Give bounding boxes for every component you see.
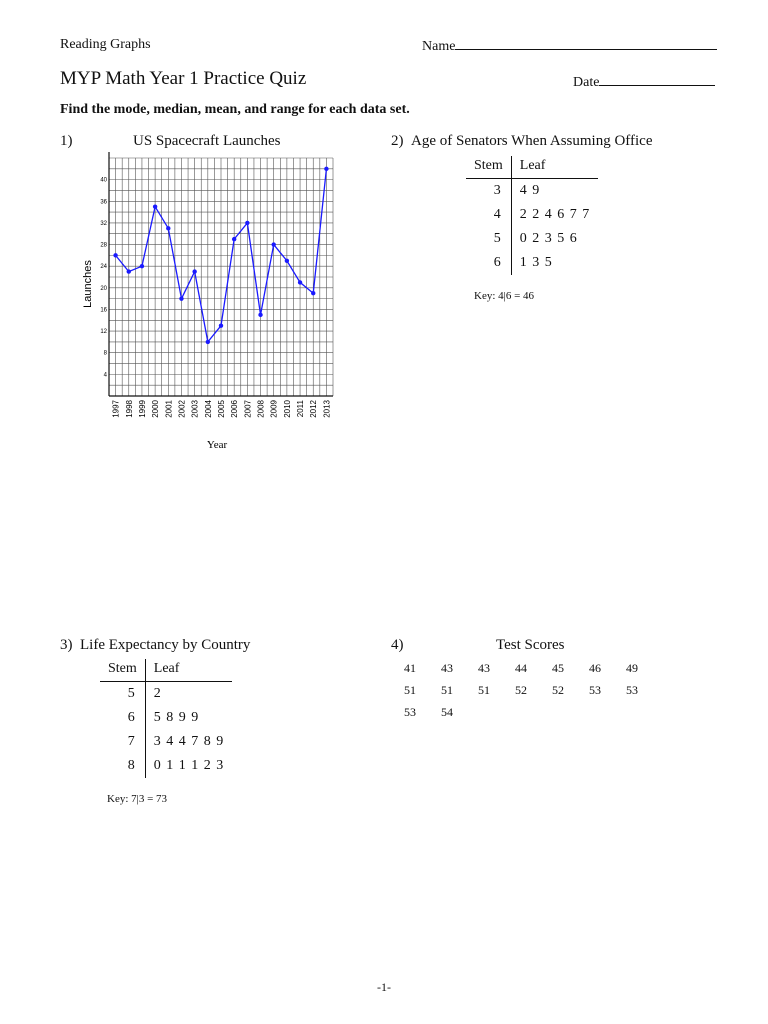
q2-key: Key: 4|6 = 46 [474, 290, 535, 302]
test-score: 43 [441, 661, 453, 675]
name-blank-line [455, 37, 717, 50]
launches-chart [75, 150, 345, 460]
x-tick-label: 2004 [203, 400, 213, 418]
test-score: 41 [404, 661, 416, 675]
q2-leaf: 1 3 5 [519, 255, 553, 270]
date-field[interactable] [573, 73, 715, 91]
q3-leaf: 2 [153, 686, 162, 701]
test-score: 51 [441, 683, 453, 697]
page-number: -1- [377, 980, 391, 994]
name-label: Name [422, 39, 456, 54]
data-point [179, 296, 183, 300]
table-row [100, 754, 232, 778]
data-point [245, 221, 249, 225]
test-score: 52 [552, 683, 564, 697]
q1-number: 1) [60, 133, 73, 149]
page-title: MYP Math Year 1 Practice Quiz [60, 68, 307, 89]
test-score: 53 [626, 683, 638, 697]
chart-y-axis-label: Launches [82, 260, 94, 308]
q2-title: Age of Senators When Assuming Office [411, 133, 653, 149]
q2-leaf: 0 2 3 5 6 [519, 231, 578, 246]
q3-stem-leaf-plot [100, 659, 232, 778]
y-tick-label: 20 [100, 285, 107, 292]
data-point [206, 340, 210, 344]
y-tick-label: 16 [100, 307, 107, 314]
q4-number: 4) [391, 637, 404, 653]
x-tick-label: 2003 [190, 400, 200, 418]
y-tick-label: 4 [103, 372, 107, 379]
y-tick-label: 8 [103, 350, 107, 357]
table-row [100, 682, 232, 707]
table-row [466, 203, 598, 227]
y-tick-label: 32 [100, 220, 107, 227]
chart-x-ticks [112, 399, 332, 417]
chart-y-ticks [100, 178, 107, 379]
data-point [298, 280, 302, 284]
q2-leaf-header: Leaf [511, 156, 598, 179]
y-tick-label: 12 [100, 329, 107, 336]
test-score: 52 [515, 683, 527, 697]
q3-stem: 7 [100, 730, 145, 754]
x-tick-label: 2013 [322, 400, 332, 418]
x-tick-label: 2006 [230, 400, 240, 418]
q3-title: Life Expectancy by Country [80, 637, 251, 653]
test-scores-list [403, 661, 673, 731]
q3-leaf: 5 8 9 9 [153, 710, 200, 725]
q2-stem: 3 [466, 179, 511, 204]
test-score: 44 [515, 661, 527, 675]
data-point [324, 167, 328, 171]
data-point [113, 253, 117, 257]
test-score: 53 [404, 705, 416, 719]
data-point [219, 323, 223, 327]
q4-title: Test Scores [496, 637, 565, 653]
x-tick-label: 1999 [137, 400, 147, 418]
data-point [232, 237, 236, 241]
y-tick-label: 28 [100, 242, 107, 249]
table-row [466, 179, 598, 204]
q2-leaf: 2 2 4 6 7 7 [519, 207, 591, 222]
test-score: 45 [552, 661, 564, 675]
q1-title: US Spacecraft Launches [133, 133, 281, 149]
x-tick-label: 2012 [309, 400, 319, 418]
instructions: Find the mode, median, mean, and range for each data set. [60, 102, 410, 117]
data-point [166, 226, 170, 230]
date-label: Date [573, 75, 600, 90]
data-point [140, 264, 144, 268]
q3-number: 3) [60, 637, 73, 653]
q3-stem: 8 [100, 754, 145, 778]
data-point [192, 269, 196, 273]
test-score: 49 [626, 661, 638, 675]
data-point [311, 291, 315, 295]
q2-stem: 4 [466, 203, 511, 227]
q2-leaf: 4 9 [519, 183, 541, 198]
y-tick-label: 24 [100, 264, 107, 271]
test-score: 51 [478, 683, 490, 697]
test-score: 43 [478, 661, 490, 675]
data-point [153, 204, 157, 208]
x-tick-label: 2002 [177, 400, 187, 418]
chart-x-axis-label: Year [206, 439, 228, 451]
name-field[interactable] [422, 37, 717, 55]
q2-number: 2) [391, 133, 404, 149]
data-point [258, 313, 262, 317]
q3-leaf-header: Leaf [145, 659, 232, 682]
test-score: 51 [404, 683, 416, 697]
x-tick-label: 1997 [111, 400, 121, 418]
test-score: 46 [589, 661, 601, 675]
x-tick-label: 2011 [296, 400, 306, 418]
test-score: 54 [441, 705, 453, 719]
q3-leaf: 3 4 4 7 8 9 [153, 734, 225, 749]
table-row [100, 730, 232, 754]
date-blank-line [599, 73, 715, 86]
q3-leaf: 0 1 1 1 2 3 [153, 758, 225, 773]
data-point [272, 242, 276, 246]
x-tick-label: 2009 [269, 400, 279, 418]
q3-stem: 6 [100, 706, 145, 730]
q3-key: Key: 7|3 = 73 [107, 793, 168, 805]
x-tick-label: 2010 [282, 400, 292, 418]
q3-stem-header: Stem [100, 659, 145, 682]
x-tick-label: 2000 [151, 400, 161, 418]
q2-stem: 6 [466, 251, 511, 275]
table-row [466, 251, 598, 275]
x-tick-label: 2008 [256, 400, 266, 418]
y-tick-label: 36 [100, 199, 107, 206]
table-row [466, 227, 598, 251]
chart-grid [109, 152, 333, 396]
q2-stem: 5 [466, 227, 511, 251]
q2-stem-header: Stem [466, 156, 511, 179]
q2-stem-leaf-plot [466, 156, 598, 275]
data-point [285, 259, 289, 263]
y-tick-label: 40 [100, 177, 107, 184]
x-tick-label: 2005 [217, 400, 226, 418]
q3-stem: 5 [100, 682, 145, 707]
x-tick-label: 2007 [243, 400, 253, 418]
test-score: 53 [589, 683, 601, 697]
x-tick-label: 1998 [124, 400, 134, 418]
subject-label: Reading Graphs [60, 37, 151, 52]
table-row [100, 706, 232, 730]
x-tick-label: 2001 [164, 400, 174, 418]
data-point [127, 269, 131, 273]
